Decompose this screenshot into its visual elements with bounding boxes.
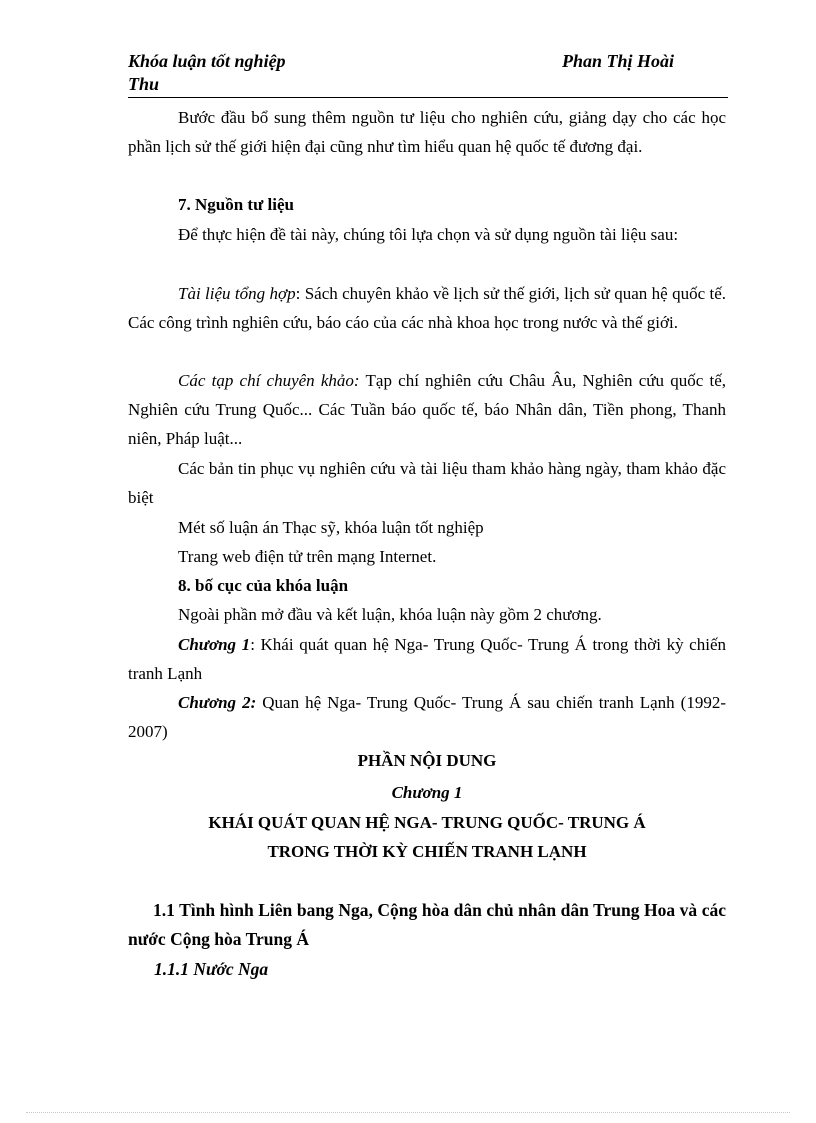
- chapter-1-summary: Chương 1: Khái quát quan hệ Nga- Trung Quốc- Trung Á trong thời kỳ chiến tranh Lạnh: [128, 635, 726, 684]
- line-6: Mét số luận án Thạc sỹ, khóa luận tốt nghiệp: [178, 518, 484, 537]
- chapter-title-line-1: KHÁI QUÁT QUAN HỆ NGA- TRUNG QUỐC- TRUNG Á: [208, 813, 646, 832]
- paragraph-2: Để thực hiện đề tài này, chúng tôi lựa chọn và sử dụng nguồn tài liệu sau:: [178, 225, 679, 244]
- section-7-title: 7. Nguồn tư liệu: [178, 195, 294, 214]
- line-7: Trang web điện tử trên mạng Internet.: [178, 547, 437, 566]
- chapter-2-summary: Chương 2: Quan hệ Nga- Trung Quốc- Trung Á sau chiến tranh Lạnh (1992- 2007): [128, 693, 726, 742]
- header-rule: [128, 97, 728, 98]
- paragraph-1: Bước đầu bổ sung thêm nguồn tư liệu cho nghiên cứu, giảng dạy cho các học phần lịch sử thế giới hiện đại cũng như tìm hiểu quan hệ quốc tế đương đại.: [128, 108, 726, 157]
- line-8: Ngoài phần mở đầu và kết luận, khóa luận này gồm 2 chương.: [178, 605, 602, 624]
- section-1-1-heading: 1.1 Tình hình Liên bang Nga, Cộng hòa dân chủ nhân dân Trung Hoa và các nước Cộng hòa Trung Á: [128, 900, 726, 950]
- chapter-title-line-2: TRONG THỜI KỲ CHIẾN TRANH LẠNH: [267, 842, 587, 861]
- paragraph-4: Các tạp chí chuyên khảo: Tạp chí nghiên cứu Châu Âu, Nghiên cứu quốc tế, Nghiên cứu Trung Quốc... Các Tuần báo quốc tế, báo Nhân dân, Tiền phong, Thanh niên, Pháp luật...: [128, 371, 727, 449]
- page-bottom-border: [26, 1112, 790, 1113]
- section-1-1-1-heading: 1.1.1 Nước Nga: [154, 959, 269, 979]
- part-title: PHẦN NỘI DUNG: [357, 751, 497, 770]
- header-left-cont: Thu: [128, 74, 160, 94]
- section-8-title: 8. bố cục của khóa luận: [178, 576, 349, 595]
- header-right: Phan Thị Hoài: [562, 51, 675, 71]
- chapter-label: Chương 1: [391, 783, 463, 802]
- paragraph-3: Tài liệu tổng hợp: Sách chuyên khảo về lịch sử thế giới, lịch sử quan hệ quốc tế. Các công trình nghiên cứu, báo cáo của các nhà khoa học trong nước và thế giới.: [128, 284, 727, 333]
- paragraph-5: Các bản tin phục vụ nghiên cứu và tài liệu tham khảo hàng ngày, tham khảo đặc biệt: [128, 459, 726, 508]
- header-left: Khóa luận tốt nghiệp: [128, 51, 286, 71]
